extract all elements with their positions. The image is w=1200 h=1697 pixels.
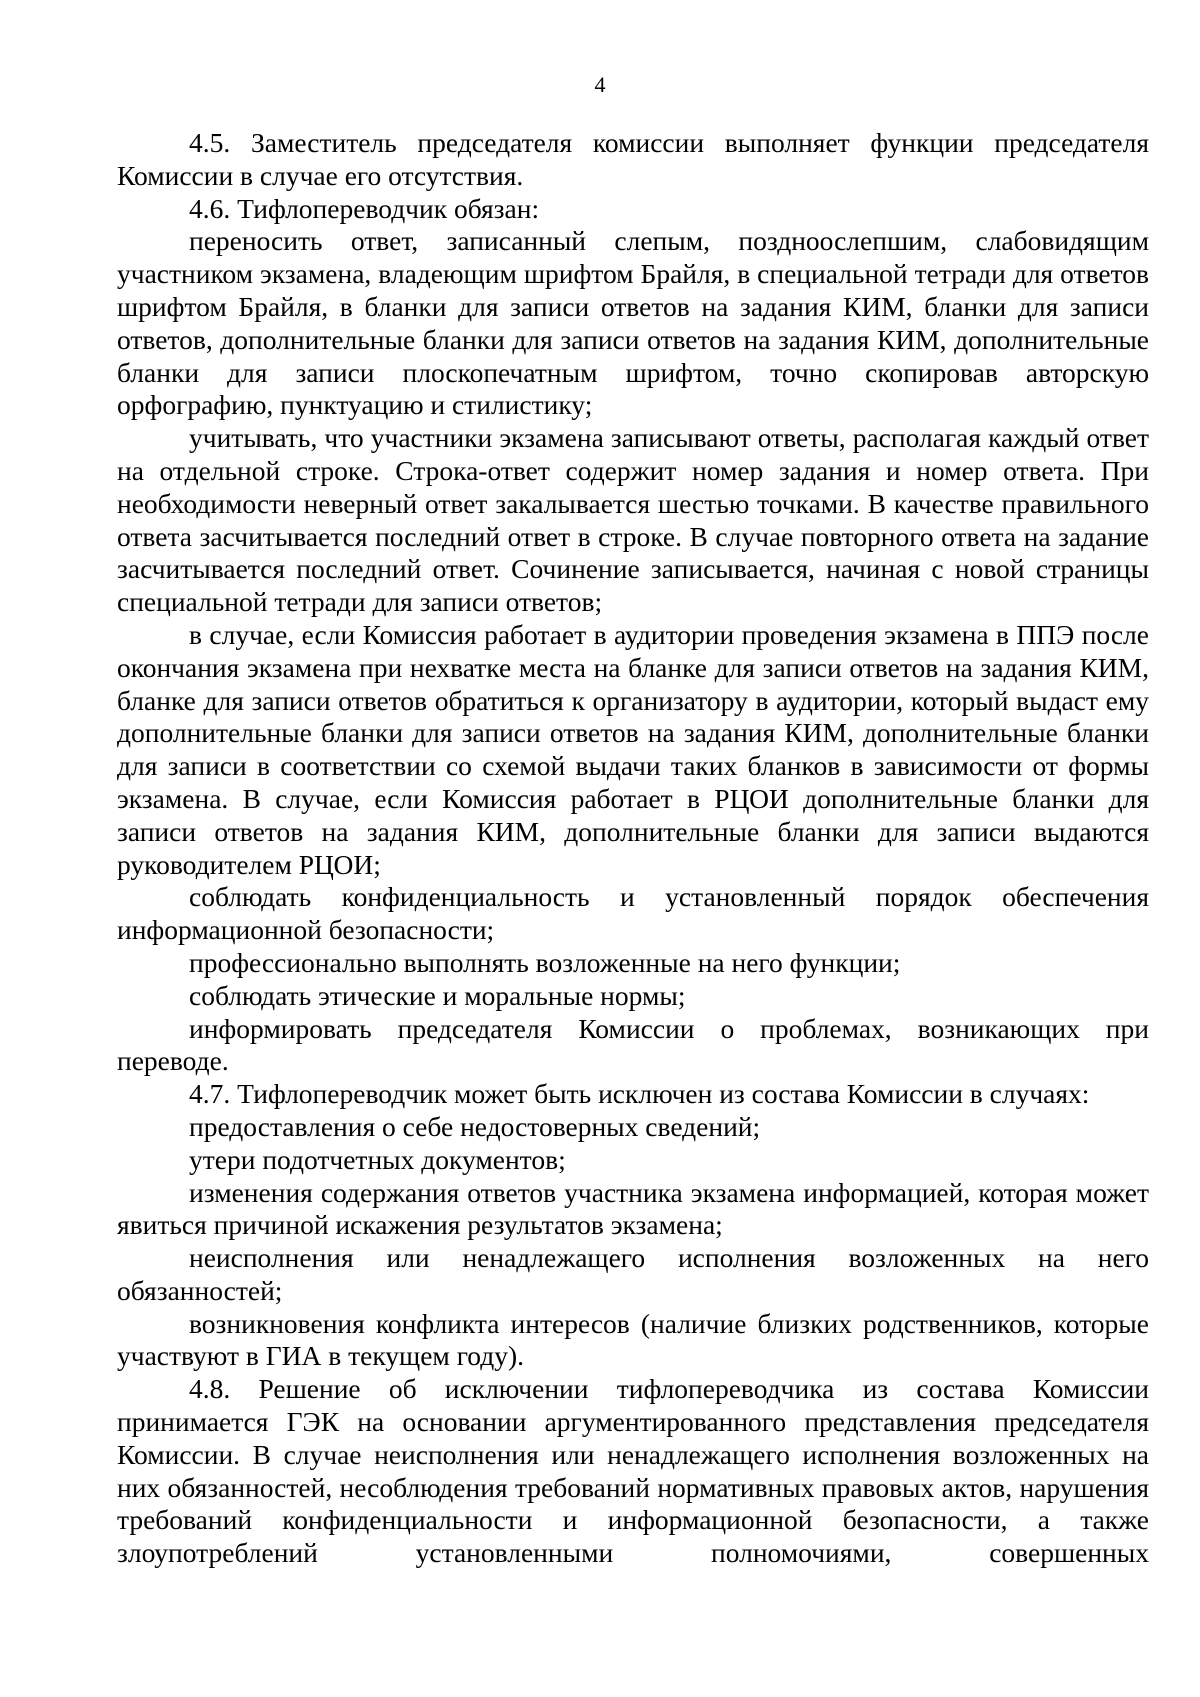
exclusion-non-performance: неисполнения или ненадлежащего исполнения возложенных на него обязанностей; [117,1242,1149,1306]
duty-professional: профессионально выполнять возложенные на него функции; [189,946,901,978]
duty-inform-chair: информировать председателя Комиссии о проблемах, возникающих при переводе. [117,1012,1149,1077]
duty-transfer-answers: переносить ответ, записанный слепым, поздноослепшим, слабовидящим участником экзамена, владеющим шрифтом Брайля, в специальной тетради для ответов шрифтом Брайля, в бланки для записи ответов на задания КИМ, бланки для записи ответов, дополнительные бланки для записи ответов на задания КИМ, дополнительные бланки для записи плоскопечатным шрифтом, точно скопировав авторскую орфографию, пунктуацию и стилистику; [117,225,1149,421]
page-number: 4 [594,72,606,97]
duty-ethics: соблюдать этические и моральные нормы; [189,979,686,1011]
exclusion-lost-documents: утери подотчетных документов; [189,1143,566,1175]
exclusion-altered-answers: изменения содержания ответов участника экзамена информацией, которая может явиться причиной искажения результатов экзамена; [117,1176,1149,1241]
duty-additional-forms: в случае, если Комиссия работает в аудитории проведения экзамена в ППЭ после окончания экзамена при нехватке места на бланке для записи ответов на задания КИМ, бланке для записи ответов обратиться к организатору в аудитории, который выдаст ему дополнительные бланки для записи ответов на задания КИМ, дополнительные бланки для записи в соответствии со схемой выдачи таких бланков в зависимости от формы экзамена. В случае, если Комиссия работает в РЦОИ дополнительные бланки для записи ответов на задания КИМ, дополнительные бланки для записи выдаются руководителем РЦОИ; [117,618,1149,880]
paragraph-4-6-heading: 4.6. Тифлопереводчик обязан: [189,192,540,224]
exclusion-false-info: предоставления о себе недостоверных сведений; [189,1110,761,1142]
paragraph-4-8: 4.8. Решение об исключении тифлопереводчика из состава Комиссии принимается ГЭК на основании аргументированного представления председателя Комиссии. В случае неисполнения или ненадлежащего исполнения возложенных на них обязанностей, несоблюдения требований нормативных правовых актов, нарушения требований конфиденциальности и информационной безопасности, а также злоупотреблений установленными полномочиями, совершенных [117,1373,1149,1569]
paragraph-4-5: 4.5. Заместитель председателя комиссии выполняет функции председателя Комиссии в случае его отсутствия. [117,127,1149,191]
duty-answer-rules: учитывать, что участники экзамена записывают ответы, располагая каждый ответ на отдельной строке. Строка-ответ содержит номер задания и номер ответа. При необходимости неверный ответ закалывается шестью точками. В качестве правильного ответа засчитывается последний ответ в строке. В случае повторного ответа на задание засчитывается последний ответ. Сочинение записывается, начиная с новой страницы специальной тетради для записи ответов; [117,422,1149,618]
exclusion-conflict-of-interest: возникновения конфликта интересов (наличие близких родственников, которые участвуют в ГИА в текущем году). [117,1307,1149,1372]
duty-confidentiality: соблюдать конфиденциальность и установленный порядок обеспечения информационной безопасности; [117,881,1149,946]
document-body [117,127,1149,1570]
paragraph-4-7-heading: 4.7. Тифлопереводчик может быть исключен из состава Комиссии в случаях: [189,1078,1090,1110]
